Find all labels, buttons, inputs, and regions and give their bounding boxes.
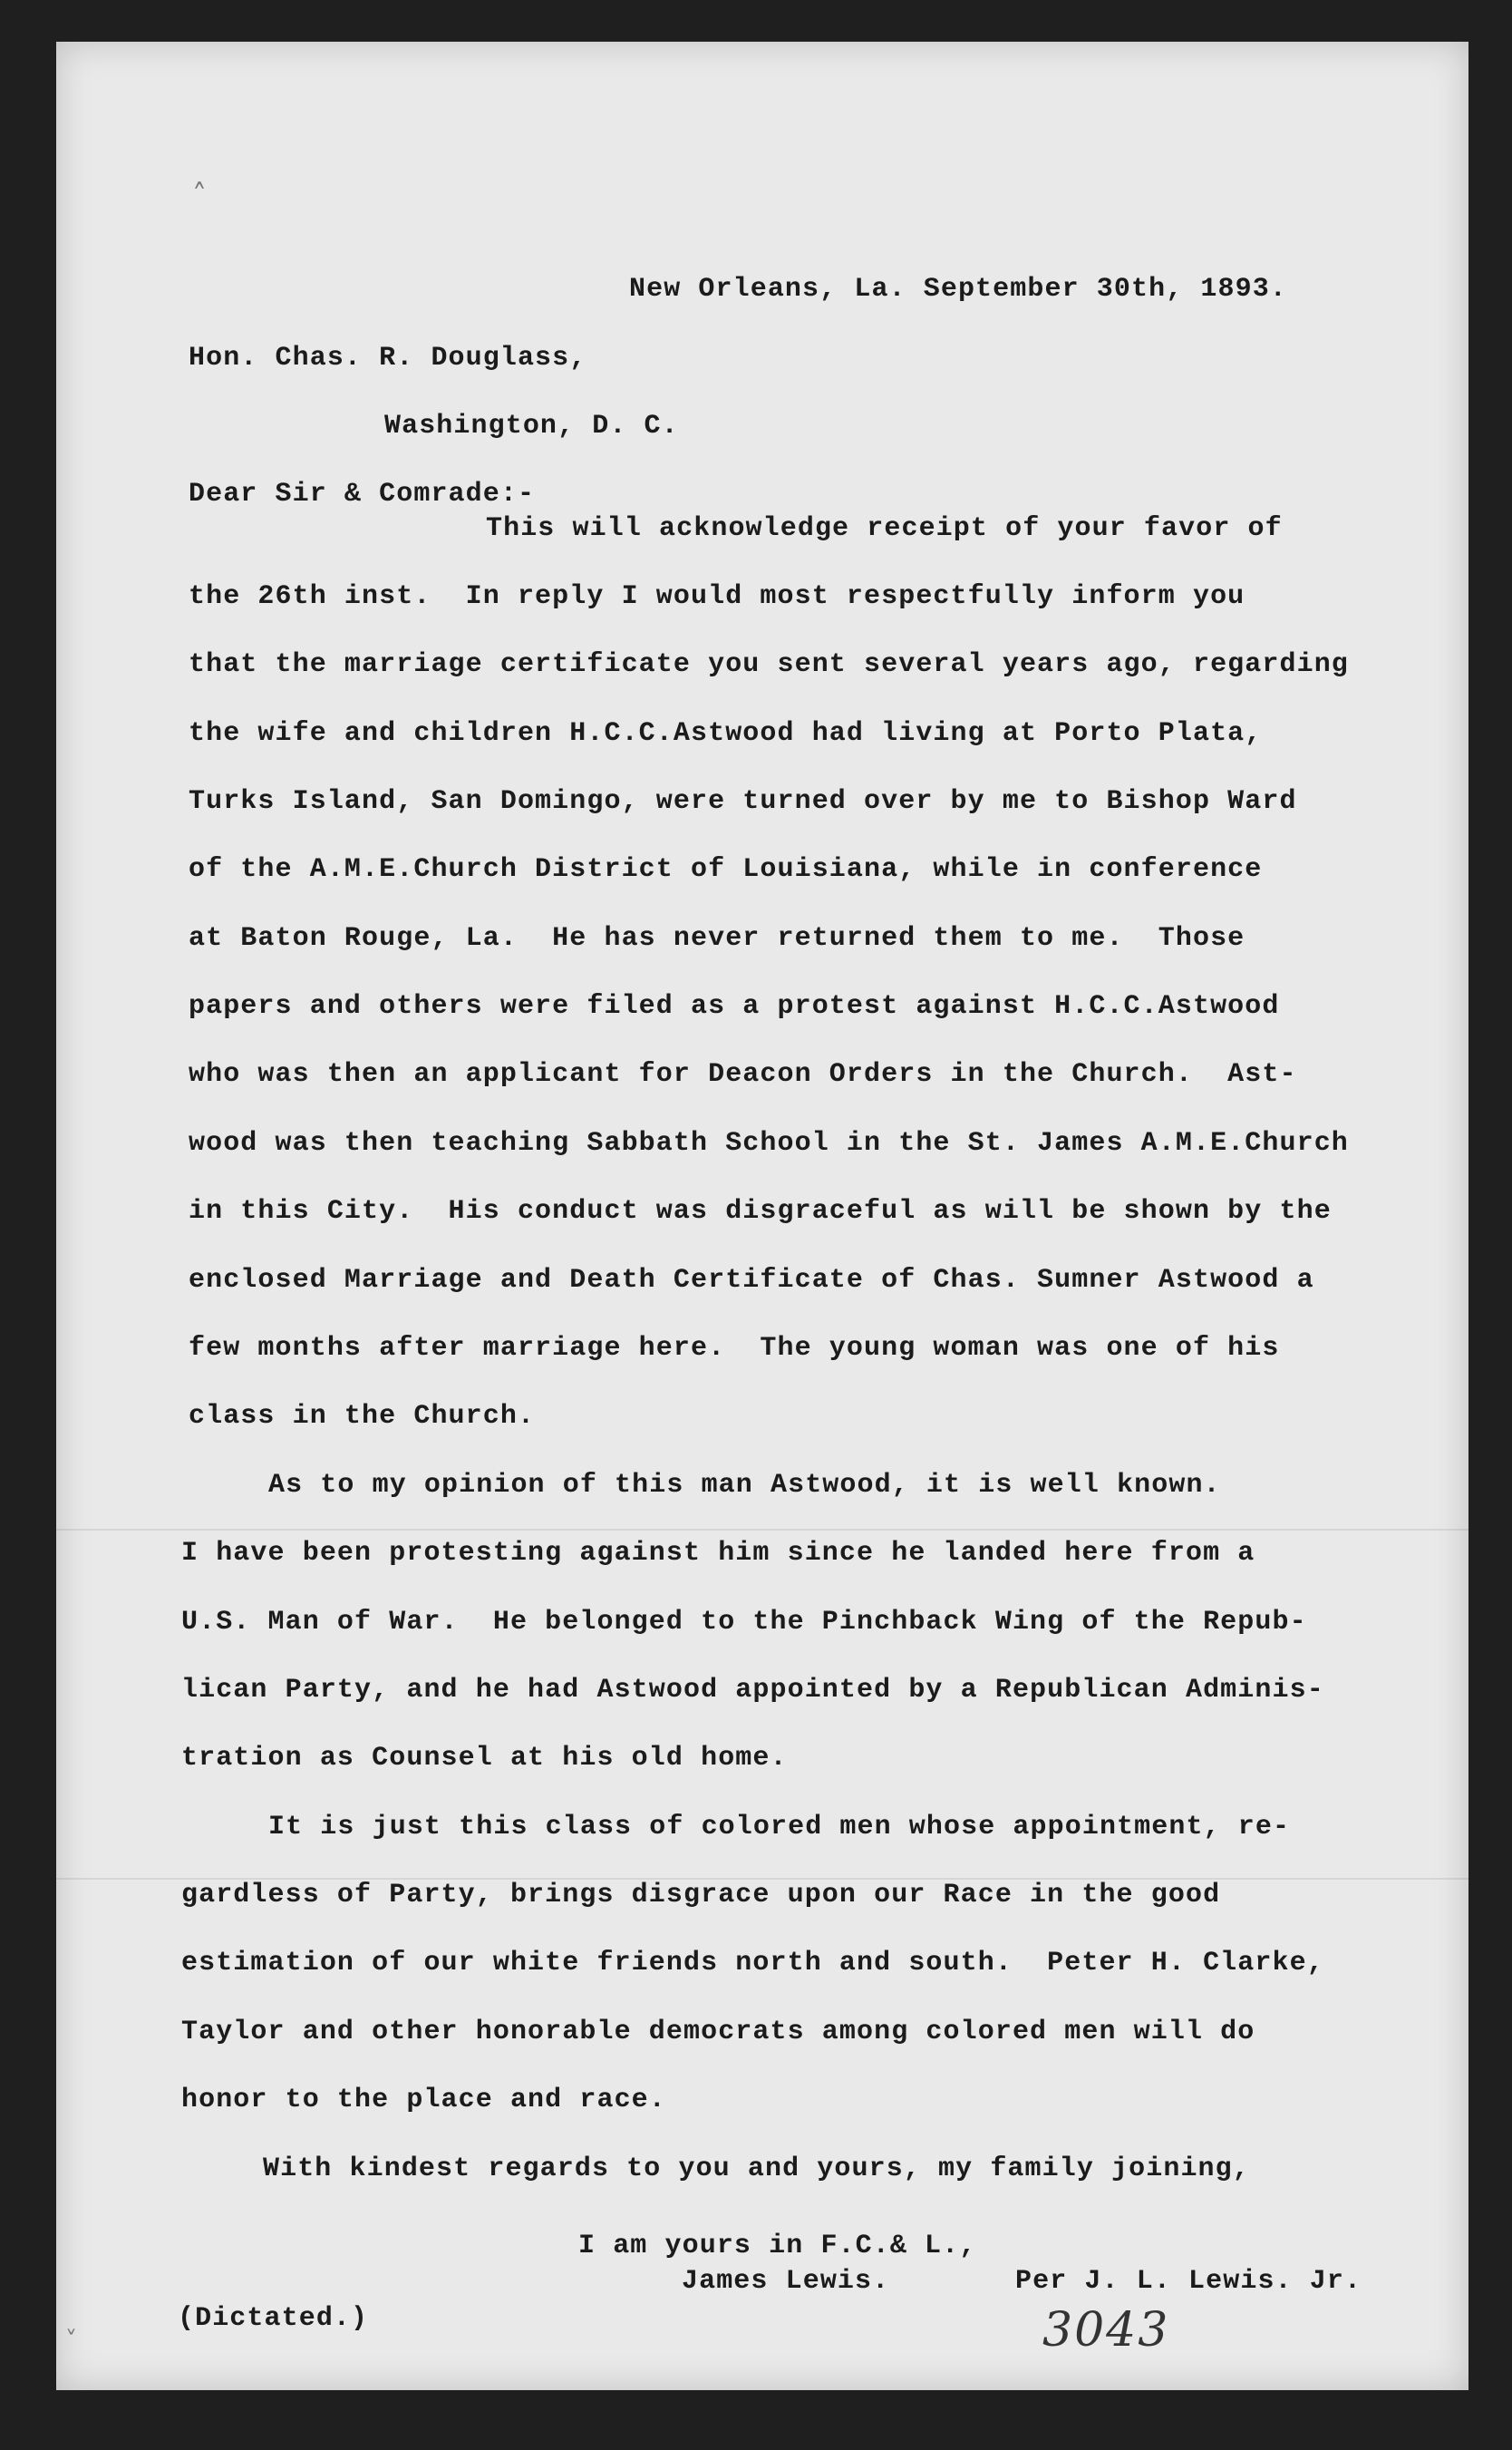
body-line: lican Party, and he had Astwood appointed by a Republican Adminis-: [181, 1675, 1324, 1706]
recipient-city: Washington, D. C.: [384, 411, 679, 442]
body-line: tration as Counsel at his old home.: [181, 1743, 788, 1774]
body-line: the wife and children H.C.C.Astwood had living at Porto Plata,: [189, 718, 1263, 749]
body-line: in this City. His conduct was disgraceful as will be shown by the: [189, 1196, 1332, 1227]
body-line: This will acknowledge receipt of your favor of: [486, 513, 1283, 544]
body-line: the 26th inst. In reply I would most respectfully inform you: [189, 581, 1245, 612]
per-signature: Per J. L. Lewis. Jr.: [1015, 2266, 1362, 2297]
body-line: Taylor and other honorable democrats among colored men will do: [181, 2017, 1255, 2047]
body-line: U.S. Man of War. He belonged to the Pinchback Wing of the Repub-: [181, 1607, 1307, 1638]
pencil-mark: ˅: [65, 2327, 77, 2354]
fold-crease: [56, 1529, 1468, 1531]
recipient-name: Hon. Chas. R. Douglass,: [189, 343, 587, 374]
body-line: class in the Church.: [189, 1401, 536, 1432]
body-line: at Baton Rouge, La. He has never returned them to me. Those: [189, 923, 1245, 954]
body-line: enclosed Marriage and Death Certificate of Chas. Sumner Astwood a: [189, 1265, 1314, 1296]
body-line: estimation of our white friends north and south. Peter H. Clarke,: [181, 1948, 1324, 1978]
body-line: gardless of Party, brings disgrace upon our Race in the good: [181, 1880, 1221, 1910]
body-line: honor to the place and race.: [181, 2085, 666, 2115]
dictated-note: (Dictated.): [178, 2303, 369, 2334]
body-line: of the A.M.E.Church District of Louisiana, while in conference: [189, 854, 1263, 885]
closing: I am yours in F.C.& L.,: [578, 2231, 977, 2261]
body-line: few months after marriage here. The young woman was one of his: [189, 1333, 1280, 1364]
body-line: that the marriage certificate you sent several years ago, regarding: [189, 649, 1349, 680]
signer: James Lewis.: [682, 2266, 890, 2297]
dateline: New Orleans, La. September 30th, 1893.: [629, 274, 1287, 305]
pencil-mark: ˄: [192, 178, 207, 212]
body-line: With kindest regards to you and yours, my family joining,: [263, 2153, 1250, 2184]
body-line: who was then an applicant for Deacon Orders in the Church. Ast-: [189, 1059, 1297, 1090]
body-line: I have been protesting against him since he landed here from a: [181, 1538, 1255, 1569]
body-line: papers and others were filed as a protest against H.C.C.Astwood: [189, 991, 1280, 1022]
body-line: Turks Island, San Domingo, were turned over by me to Bishop Ward: [189, 786, 1297, 817]
body-line: wood was then teaching Sabbath School in the St. James A.M.E.Church: [189, 1128, 1349, 1159]
body-line: As to my opinion of this man Astwood, it is well known.: [268, 1470, 1221, 1501]
salutation: Dear Sir & Comrade:-: [189, 479, 536, 510]
handwritten-number: 3043: [1042, 2303, 1170, 2358]
body-line: It is just this class of colored men whose appointment, re-: [268, 1812, 1291, 1842]
